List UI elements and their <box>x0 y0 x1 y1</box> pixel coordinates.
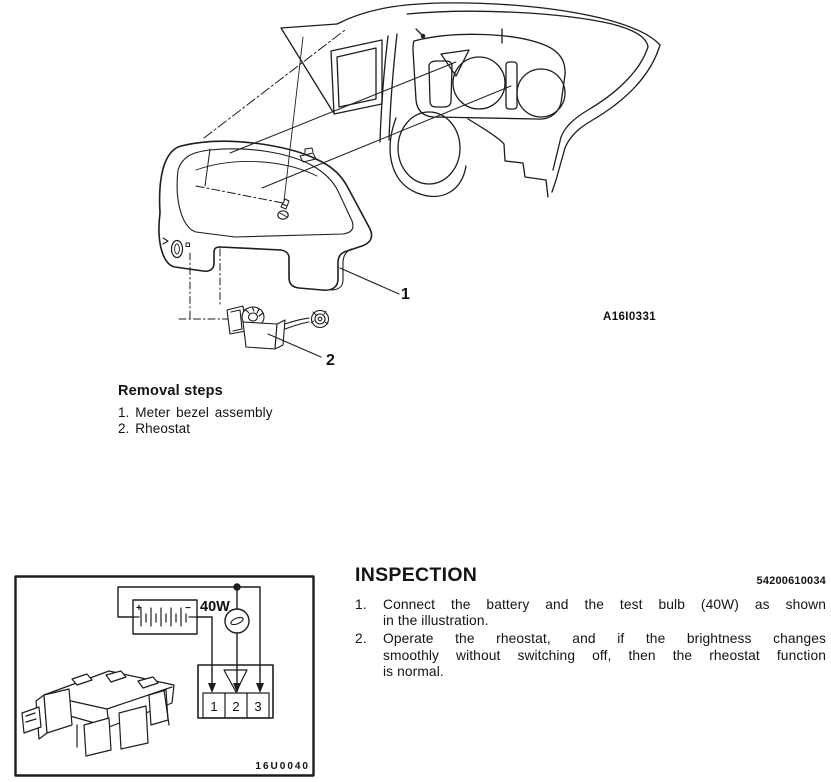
rheostat-isometric-drawing <box>22 671 174 756</box>
connector-diagram <box>198 665 273 718</box>
item-text-line: in the illustration. <box>383 613 489 629</box>
inspection-item-2 <box>355 631 826 680</box>
item-text-line: Operate the rheostat, and if the brightness changes <box>383 631 826 647</box>
inspection-list <box>355 597 826 682</box>
dashboard-drawing <box>281 3 660 197</box>
inspection-title: INSPECTION <box>355 564 478 586</box>
test-bulb <box>200 599 249 633</box>
rheostat-opening <box>163 238 190 258</box>
removal-step-1: 1. Meter bezel assembly <box>118 405 273 420</box>
inspection-header <box>355 564 826 587</box>
battery-minus-label: − <box>185 603 191 614</box>
rheostat-drawing <box>227 306 329 349</box>
battery-symbol <box>133 600 197 634</box>
terminal-1-label: 1 <box>210 699 218 714</box>
callout-leaders <box>268 268 399 357</box>
removal-steps-title: Removal steps <box>118 383 223 399</box>
figure-code-bottom: 16U0040 <box>255 761 310 772</box>
item-text-line: Connect the battery and the test bulb (40W) as shown <box>383 597 826 612</box>
figure-code-top: A16I0331 <box>603 311 657 323</box>
terminal-3-label: 3 <box>254 699 262 714</box>
inspection-code: 54200610034 <box>756 575 826 587</box>
battery-plus-label: + <box>136 603 142 614</box>
item-text-line: smoothly without switching off, then the rheostat function <box>383 647 826 663</box>
item-number: 1. <box>355 597 367 612</box>
meter-bezel-drawing <box>159 37 372 290</box>
terminal-2-label: 2 <box>232 699 240 714</box>
callout-2-label: 2 <box>326 352 335 369</box>
item-number: 2. <box>355 631 367 647</box>
removal-step-2: 2. Rheostat <box>118 421 191 436</box>
item-text-line: is normal. <box>383 663 444 679</box>
inspection-item-1 <box>355 597 826 629</box>
test-circuit-figure <box>14 575 315 777</box>
removal-steps-section <box>118 383 378 437</box>
bulb-wattage-label: 40W <box>200 599 230 615</box>
figure-border <box>16 577 314 776</box>
alignment-dashes <box>179 249 228 319</box>
callout-1-label: 1 <box>401 286 410 303</box>
